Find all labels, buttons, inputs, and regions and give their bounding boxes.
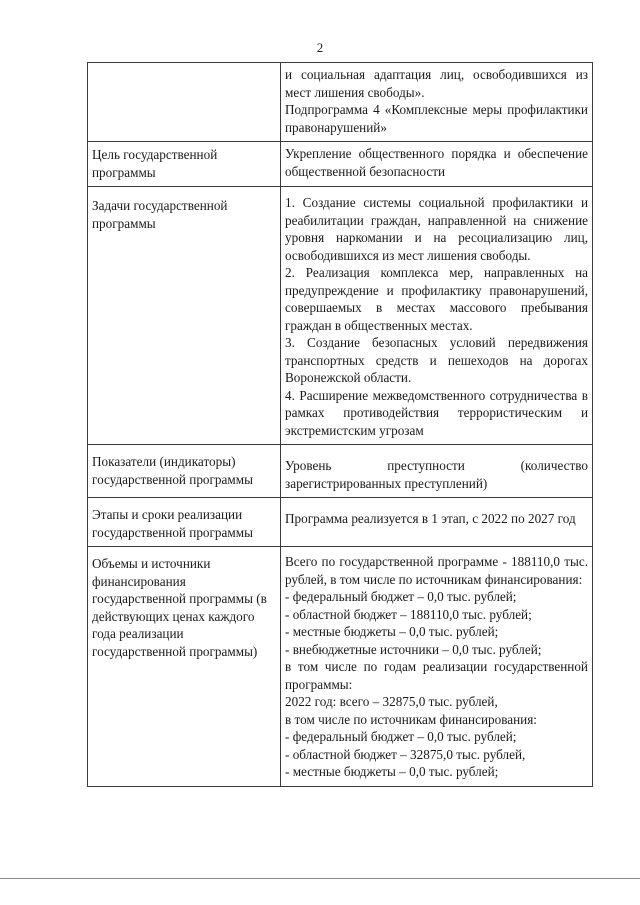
table-row	[88, 187, 593, 445]
paragraph: - внебюджетные источники – 0,0 тыс. рублей;	[285, 641, 542, 657]
program-passport-table	[87, 62, 593, 787]
paragraph: в том числе по годам реализации государственной программы:	[285, 659, 588, 692]
row-content	[281, 445, 593, 498]
table-row	[88, 63, 593, 142]
paragraph: 2022 год: всего – 32875,0 тыс. рублей,	[285, 694, 498, 709]
paragraph: - областной бюджет – 188110,0 тыс. рублей;	[285, 606, 532, 622]
paragraph: Укрепление общественного порядка и обеспечение общественной безопасности	[285, 146, 588, 179]
row-content	[281, 63, 593, 142]
page-bottom-edge	[0, 878, 640, 879]
table-row	[88, 142, 593, 187]
paragraph: Подпрограмма 4 «Комплексные меры профилактики правонарушений»	[285, 102, 588, 135]
row-label	[88, 63, 281, 142]
paragraph: 3. Создание безопасных условий передвижения транспортных средств и пешеходов на дорогах Воронежской области.	[285, 335, 588, 385]
page-number: 2	[316, 40, 324, 55]
paragraph: Всего по государственной программе - 188110,0 тыс. рублей, в том числе по источникам финансирования:	[285, 554, 588, 587]
table-row	[88, 445, 593, 498]
paragraph: 1. Создание системы социальной профилактики и реабилитации граждан, направленной на снижение уровня наркомании и на ресоциализацию лиц, освободившихся из мест лишения свободы.	[285, 195, 588, 263]
row-label: Этапы и сроки реализации государственной программы	[88, 498, 281, 547]
paragraph: Уровень преступности (количество зарегистрированных преступлений)	[285, 458, 588, 491]
paragraph: и социальная адаптация лиц, освободившихся из мест лишения свободы».	[285, 67, 588, 100]
paragraph: - областной бюджет – 32875,0 тыс. рублей,	[285, 746, 526, 762]
paragraph: - местные бюджеты – 0,0 тыс. рублей;	[285, 624, 499, 639]
row-label: Объемы и источники финансирования государственной программы (в действующих ценах каждого года реализации государственной программы)	[88, 547, 281, 787]
table-row	[88, 547, 593, 787]
row-content	[281, 498, 593, 547]
paragraph: 4. Расширение межведомственного сотрудничества в рамках противодействия террористическим и экстремистским угрозам	[285, 387, 588, 438]
table-row	[88, 498, 593, 547]
paragraph: в том числе по источникам финансирования:	[285, 711, 537, 727]
paragraph: - федеральный бюджет – 0,0 тыс. рублей;	[285, 589, 517, 604]
row-label: Задачи государственной программы	[88, 187, 281, 445]
paragraph: Программа реализуется в 1 этап, с 2022 по 2027 год	[285, 511, 576, 526]
row-content	[281, 142, 593, 187]
row-label: Цель государственной программы	[88, 142, 281, 187]
paragraph: - местные бюджеты – 0,0 тыс. рублей;	[285, 764, 499, 779]
paragraph: - федеральный бюджет – 0,0 тыс. рублей;	[285, 729, 517, 744]
paragraph: 2. Реализация комплекса мер, направленных на предупреждение и профилактику правонарушений, совершаемых в местах массового пребывания граждан в общественных местах.	[285, 265, 588, 333]
row-content	[281, 547, 593, 787]
row-content	[281, 187, 593, 445]
row-label: Показатели (индикаторы) государственной программы	[88, 445, 281, 498]
